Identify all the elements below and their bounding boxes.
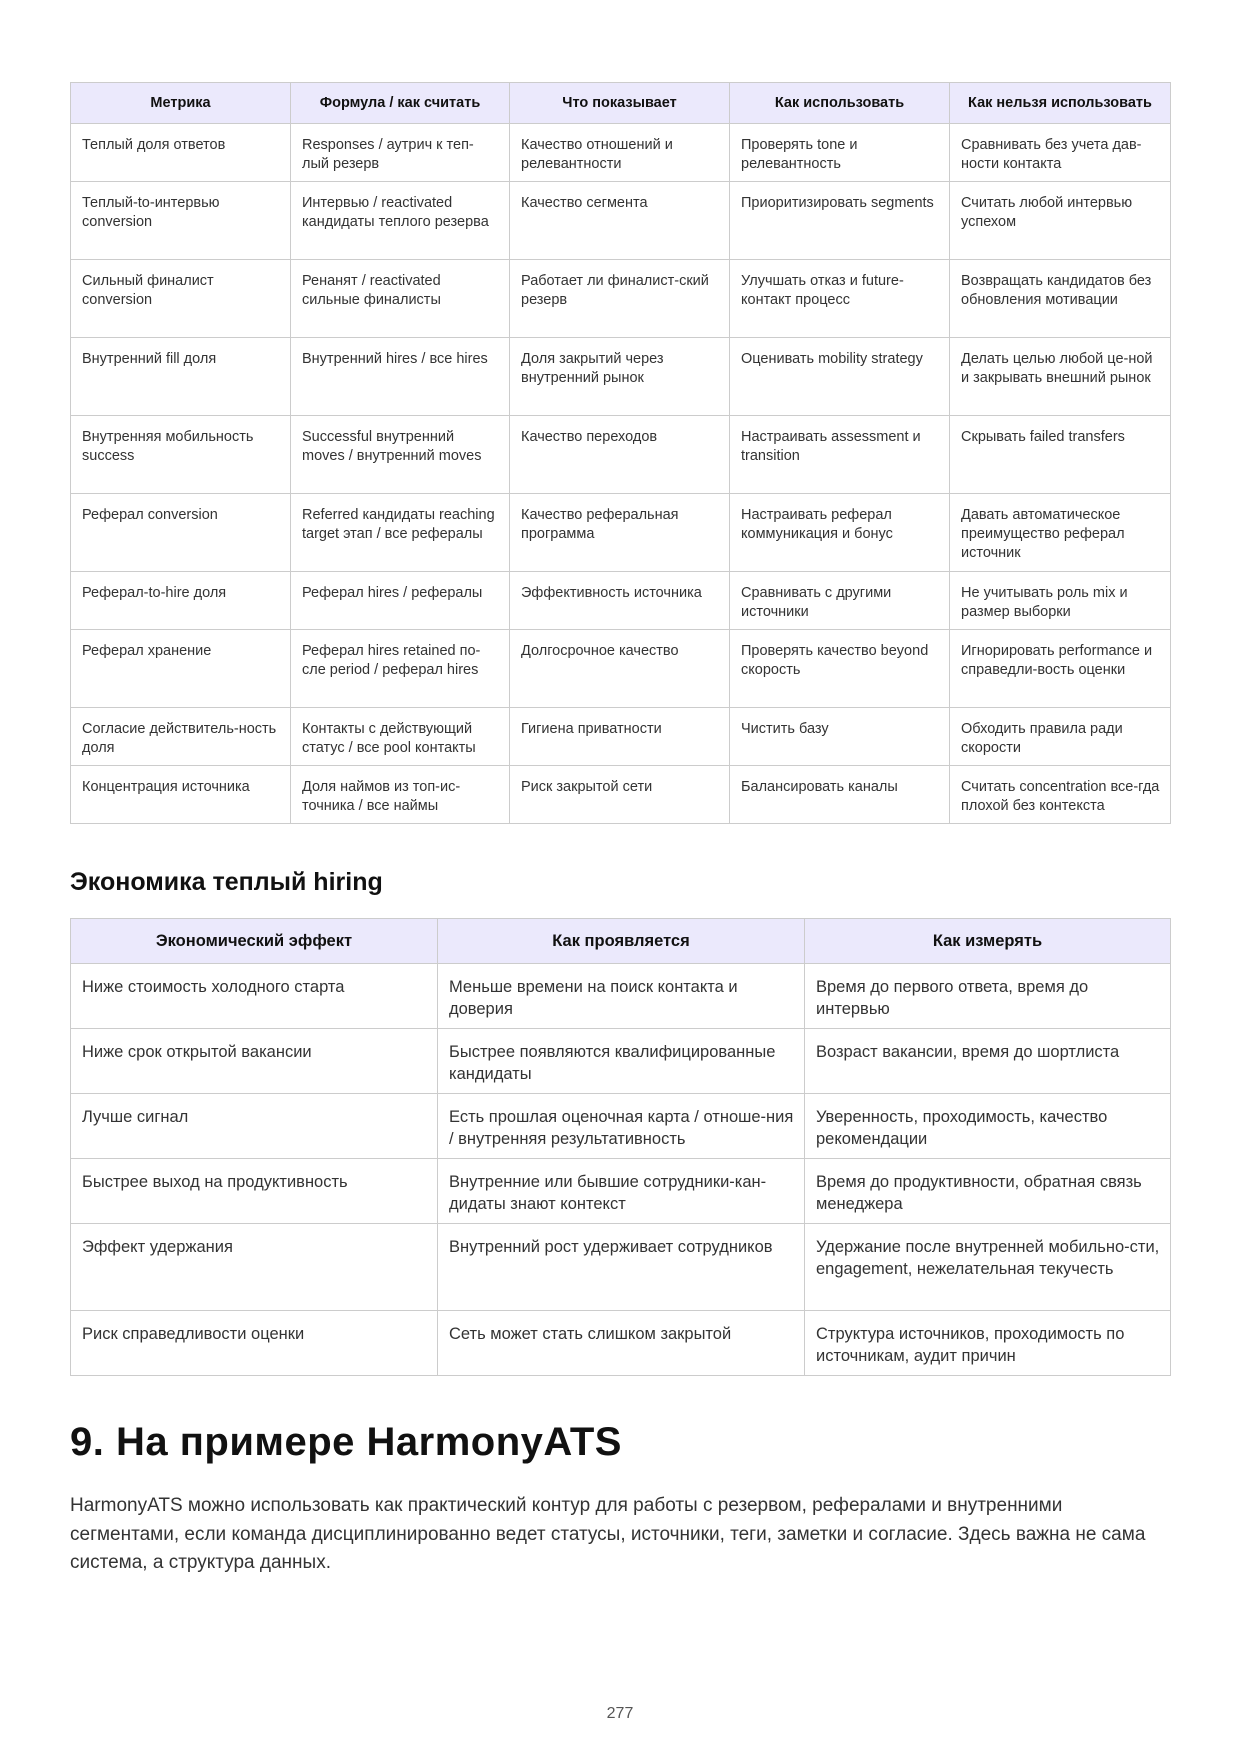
page-number: 277: [606, 1705, 634, 1722]
table-cell: Оценивать mobility strategy: [730, 338, 950, 416]
table-cell: Реферал conversion: [71, 494, 291, 572]
table-cell: Внутренний hires / все hires: [291, 338, 510, 416]
table-cell: Есть прошлая оценочная карта / отноше-ния / внутренняя результативность: [438, 1094, 805, 1159]
table-header-row: [71, 83, 1171, 124]
table-row: [71, 1224, 1171, 1311]
table-cell: Доля наймов из топ-ис-точника / все наймы: [291, 766, 510, 824]
table-cell: Гигиена приватности: [510, 708, 730, 766]
table-cell: Сеть может стать слишком закрытой: [438, 1311, 805, 1376]
table-row: [71, 338, 1171, 416]
table-cell: Улучшать отказ и future-контакт процесс: [730, 260, 950, 338]
section-body: HarmonyATS можно использовать как практический контур для работы с резервом, рефералами и внутренними сегментами, если команда дисциплинированно ведет статусы, источники, теги, заметки и согласие. Здесь важна не сама система, а структура данных.: [70, 1495, 1146, 1573]
table-cell: Балансировать каналы: [730, 766, 950, 824]
table-cell: Согласие действитель-ность доля: [71, 708, 291, 766]
table-cell: Качество переходов: [510, 416, 730, 494]
table-cell: Качество сегмента: [510, 182, 730, 260]
table-cell: Referred кандидаты reaching target этап / все рефералы: [291, 494, 510, 572]
table-cell: Риск закрытой сети: [510, 766, 730, 824]
column-header: Как использовать: [730, 83, 950, 124]
column-header: Что показывает: [510, 83, 730, 124]
table-cell: Реферал hires / рефералы: [291, 572, 510, 630]
table-cell: Время до продуктивности, обратная связь менеджера: [805, 1159, 1171, 1224]
table-cell: Эффект удержания: [71, 1224, 438, 1311]
table-row: [71, 1094, 1171, 1159]
table-cell: Приоритизировать segments: [730, 182, 950, 260]
table-row: [71, 1029, 1171, 1094]
table-row: [71, 416, 1171, 494]
table-cell: Давать автоматическое преимущество реферал источник: [950, 494, 1171, 572]
table-cell: Уверенность, проходимость, качество рекомендации: [805, 1094, 1171, 1159]
table-cell: Внутренний рост удерживает сотрудников: [438, 1224, 805, 1311]
table-cell: Внутренние или бывшие сотрудники-кан-дидаты знают контекст: [438, 1159, 805, 1224]
table-cell: Проверять качество beyond скорость: [730, 630, 950, 708]
column-header: Формула / как считать: [291, 83, 510, 124]
table-cell: Возвращать кандидатов без обновления мотивации: [950, 260, 1171, 338]
table-cell: Ниже стоимость холодного старта: [71, 964, 438, 1029]
table-cell: Лучше сигнал: [71, 1094, 438, 1159]
table-cell: Проверять tone и релевантность: [730, 124, 950, 182]
column-header: Как нельзя использовать: [950, 83, 1171, 124]
table-row: [71, 708, 1171, 766]
table-cell: Риск справедливости оценки: [71, 1311, 438, 1376]
table-cell: Successful внутренний moves / внутренний moves: [291, 416, 510, 494]
table-cell: Обходить правила ради скорости: [950, 708, 1171, 766]
table-cell: Концентрация источника: [71, 766, 291, 824]
column-header: Экономический эффект: [71, 919, 438, 964]
table-cell: Структура источников, проходимость по источникам, аудит причин: [805, 1311, 1171, 1376]
section-subheading: Экономика теплый hiring: [70, 868, 383, 896]
table-cell: Меньше времени на поиск контакта и доверия: [438, 964, 805, 1029]
column-header: Как проявляется: [438, 919, 805, 964]
table-cell: Возраст вакансии, время до шортлиста: [805, 1029, 1171, 1094]
table-cell: Сравнивать без учета дав-ности контакта: [950, 124, 1171, 182]
table-cell: Качество реферальная программа: [510, 494, 730, 572]
table-cell: Теплый-to-интервью conversion: [71, 182, 291, 260]
table-cell: Не учитывать роль mix и размер выборки: [950, 572, 1171, 630]
table-cell: Быстрее появляются квалифицированные кандидаты: [438, 1029, 805, 1094]
table-cell: Внутренний fill доля: [71, 338, 291, 416]
table-cell: Теплый доля ответов: [71, 124, 291, 182]
table-cell: Игнорировать performance и справедли-вость оценки: [950, 630, 1171, 708]
table-cell: Реферал-to-hire доля: [71, 572, 291, 630]
table-cell: Внутренняя мобильность success: [71, 416, 291, 494]
table-cell: Работает ли финалист-ский резерв: [510, 260, 730, 338]
table-cell: Чистить базу: [730, 708, 950, 766]
economics-table: [70, 918, 1171, 1376]
table-row: [71, 766, 1171, 824]
column-header: Метрика: [71, 83, 291, 124]
table-cell: Responses / аутрич к теп-лый резерв: [291, 124, 510, 182]
table-cell: Реферал хранение: [71, 630, 291, 708]
table-cell: Время до первого ответа, время до интервью: [805, 964, 1171, 1029]
table-row: [71, 1311, 1171, 1376]
table-row: [71, 124, 1171, 182]
table-cell: Настраивать реферал коммуникация и бонус: [730, 494, 950, 572]
table-cell: Долгосрочное качество: [510, 630, 730, 708]
metrics-table: [70, 82, 1171, 824]
table-cell: Качество отношений и релевантности: [510, 124, 730, 182]
table-cell: Быстрее выход на продуктивность: [71, 1159, 438, 1224]
table-cell: Ниже срок открытой вакансии: [71, 1029, 438, 1094]
table-row: [71, 1159, 1171, 1224]
column-header: Как измерять: [805, 919, 1171, 964]
table-cell: Ренанят / reactivated сильные финалисты: [291, 260, 510, 338]
table-row: [71, 182, 1171, 260]
section-title: 9. На примере HarmonyATS: [70, 1420, 622, 1464]
table-cell: Удержание после внутренней мобильно-сти, engagement, нежелательная текучесть: [805, 1224, 1171, 1311]
table-cell: Считать concentration все-гда плохой без контекста: [950, 766, 1171, 824]
table-cell: Сравнивать с другими источники: [730, 572, 950, 630]
table-cell: Контакты с действующий статус / все pool контакты: [291, 708, 510, 766]
table-row: [71, 494, 1171, 572]
table-row: [71, 630, 1171, 708]
table-header-row: [71, 919, 1171, 964]
table-row: [71, 572, 1171, 630]
table-cell: Считать любой интервью успехом: [950, 182, 1171, 260]
table-cell: Эффективность источника: [510, 572, 730, 630]
table-cell: Настраивать assessment и transition: [730, 416, 950, 494]
table-row: [71, 260, 1171, 338]
table-cell: Интервью / reactivated кандидаты теплого резерва: [291, 182, 510, 260]
table-cell: Скрывать failed transfers: [950, 416, 1171, 494]
table-cell: Делать целью любой це-ной и закрывать внешний рынок: [950, 338, 1171, 416]
table-cell: Реферал hires retained по-сле period / реферал hires: [291, 630, 510, 708]
table-row: [71, 964, 1171, 1029]
table-cell: Доля закрытий через внутренний рынок: [510, 338, 730, 416]
table-cell: Сильный финалист conversion: [71, 260, 291, 338]
